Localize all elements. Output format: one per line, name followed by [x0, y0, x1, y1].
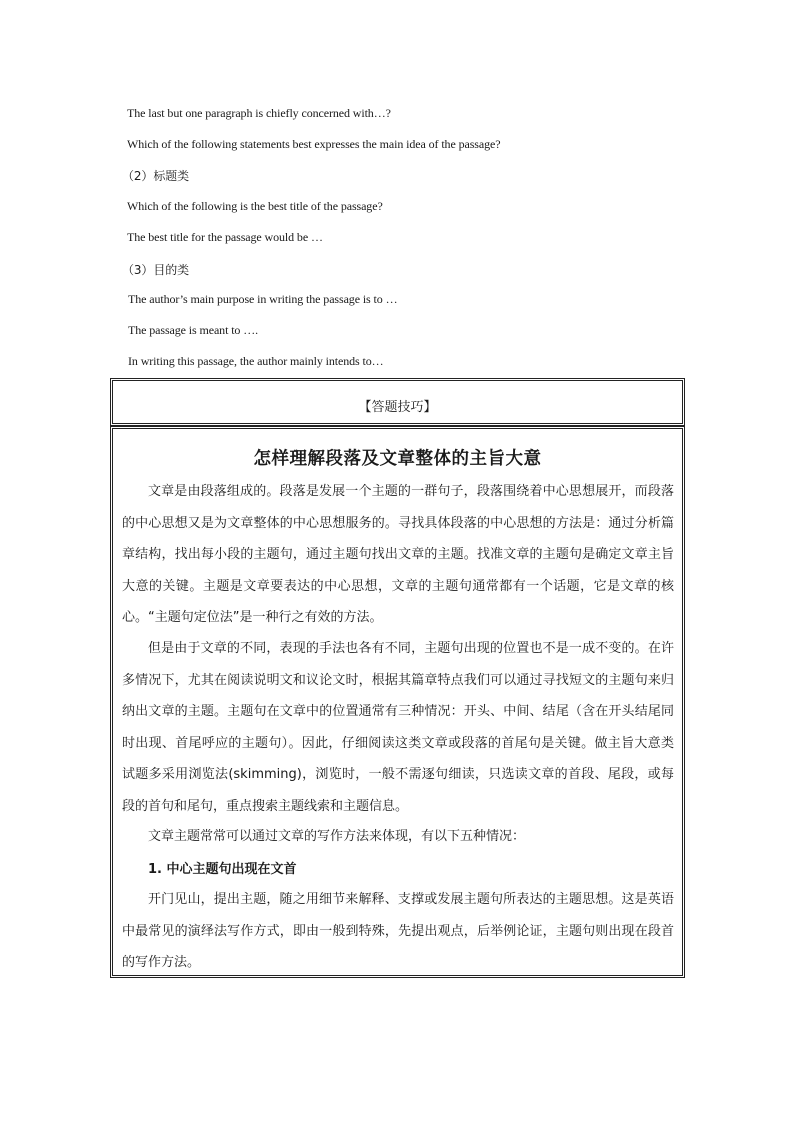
- article-paragraph: 开门见山，提出主题，随之用细节来解释、支撑或发展主题句所表达的主题思想。这是英语中最常见的演绎法写作方式，即由一般到特殊，先提出观点，后举例论证，主题句则出现在段首的写作方法。: [122, 892, 674, 970]
- stem-line: In writing this passage, the author mainly intends to…: [128, 354, 384, 368]
- tips-header-box: [110, 378, 685, 426]
- tips-label: 【答题技巧】: [358, 400, 437, 415]
- stem-line: The passage is meant to ….: [128, 323, 259, 337]
- article-title: 怎样理解段落及文章整体的主旨大意: [253, 449, 542, 469]
- category-heading: （3）目的类: [122, 263, 190, 277]
- article-paragraph: 文章主题常常可以通过文章的写作方法来体现，有以下五种情况：: [148, 829, 526, 844]
- stem-line: The author’s main purpose in writing the passage is to …: [128, 292, 398, 306]
- stem-line: Which of the following statements best expresses the main idea of the passage?: [127, 137, 501, 151]
- stem-line: The last but one paragraph is chiefly concerned with…?: [127, 106, 391, 120]
- article-paragraph: 但是由于文章的不同，表现的手法也各有不同，主题句出现的位置也不是一成不变的。在许多情况下，尤其在阅读说明文和议论文时，根据其篇章特点我们可以通过寻找短文的主题句来归纳出文章的主题。主题句在文章中的位置通常有三种情况：开头、中间、结尾（含在开头结尾同时出现、首尾呼应的主题句）。因此，仔细阅读这类文章或段落的首尾句是关键。做主旨大意类试题多采用浏览法(skimming)，浏览时，一般不需逐句细读，只选读文章的首段、尾段，或每段的首句和尾句，重点搜索主题线索和主题信息。: [122, 641, 674, 814]
- stem-line: Which of the following is the best title of the passage?: [127, 199, 383, 213]
- category-heading: （2）标题类: [122, 169, 190, 183]
- article-subheading: 1. 中心主题句出现在文首: [148, 862, 297, 877]
- article-box: [110, 426, 685, 978]
- article-paragraph: 文章是由段落组成的。段落是发展一个主题的一群句子，段落围绕着中心思想展开，而段落的中心思想又是为文章整体的中心思想服务的。寻找具体段落的中心思想的方法是：通过分析篇章结构，找出每小段的主题句，通过主题句找出文章的主题。找准文章的主题句是确定文章主旨大意的关键。主题是文章要表达的中心思想，文章的主题句通常都有一个话题，它是文章的核心。“主题句定位法”是一种行之有效的方法。: [122, 484, 674, 625]
- stem-line: The best title for the passage would be …: [127, 230, 323, 244]
